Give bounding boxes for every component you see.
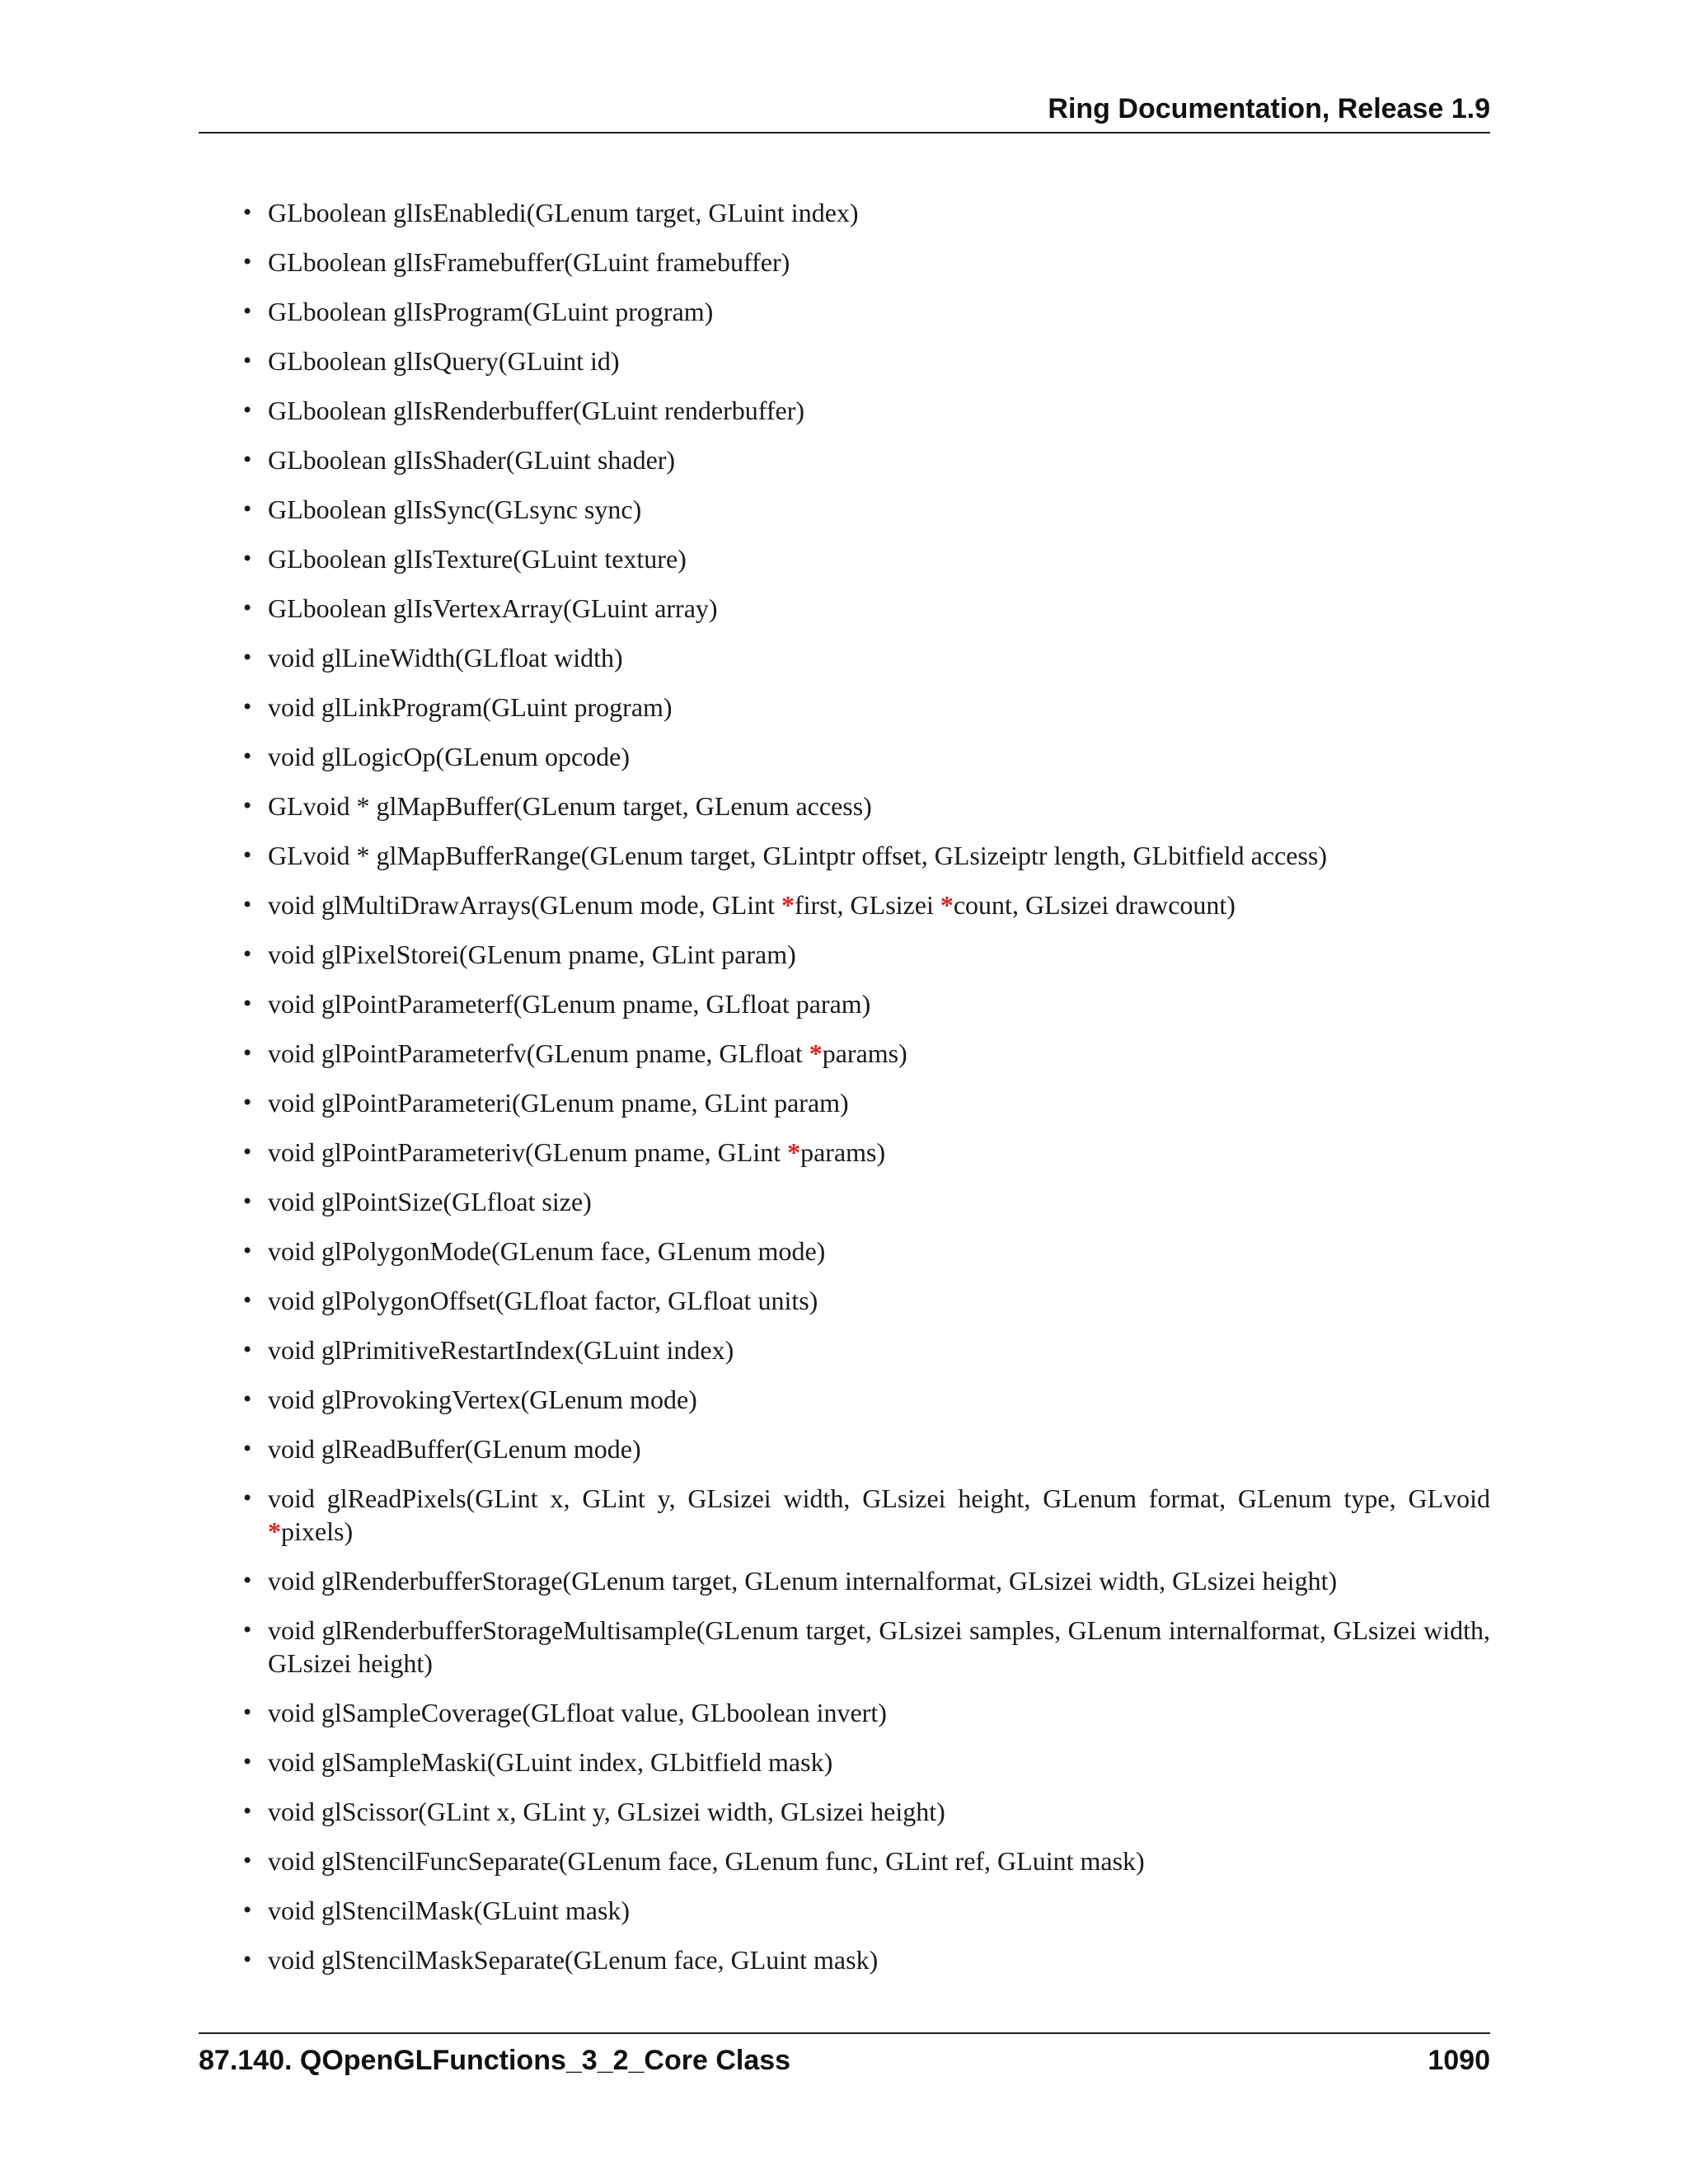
function-signature-text: void glPointParameteriv(GLenum pname, GLint (268, 1137, 788, 1167)
bullet-icon: • (241, 1701, 254, 1724)
function-item (199, 246, 1490, 279)
function-signature-text: void glRenderbufferStorageMultisample(GLenum target, GLsizei samples, GLenum internalformat, GLsizei width, GLsizei height) (268, 1615, 1490, 1678)
function-item (199, 641, 1490, 674)
function-item (199, 1795, 1490, 1828)
function-signature-text: GLboolean glIsFramebuffer(GLuint framebuffer) (268, 247, 790, 277)
function-signature-text: void glPolygonMode(GLenum face, GLenum mode) (268, 1236, 826, 1266)
function-signature-text: GLboolean glIsSync(GLsync sync) (268, 494, 642, 524)
function-signature-text: GLboolean glIsRenderbuffer(GLuint renderbuffer) (268, 396, 805, 425)
bullet-icon: • (241, 992, 254, 1015)
function-item (199, 1894, 1490, 1927)
function-signature-text: void glMultiDrawArrays(GLenum mode, GLint (268, 890, 781, 920)
function-item (199, 740, 1490, 773)
function-signature-text: void glStencilFuncSeparate(GLenum face, GLenum func, GLint ref, GLuint mask) (268, 1846, 1145, 1876)
pointer-asterisk: * (809, 1038, 823, 1068)
function-item (199, 1943, 1490, 1976)
function-item (199, 1564, 1490, 1597)
page-content (199, 196, 1490, 1993)
bullet-icon: • (241, 893, 254, 916)
bullet-icon: • (241, 1569, 254, 1592)
bullet-icon: • (241, 1141, 254, 1164)
bullet-icon: • (241, 1800, 254, 1823)
function-item (199, 1482, 1490, 1548)
function-list (199, 196, 1490, 1976)
function-signature-text: void glSampleMaski(GLuint index, GLbitfield mask) (268, 1747, 833, 1777)
function-signature-text: void glPointSize(GLfloat size) (268, 1187, 592, 1216)
function-signature-text: void glLogicOp(GLenum opcode) (268, 742, 630, 771)
function-signature-text: GLboolean glIsShader(GLuint shader) (268, 445, 676, 475)
bullet-icon: • (241, 399, 254, 422)
bullet-icon: • (241, 1849, 254, 1872)
function-item (199, 295, 1490, 328)
section-title: 87.140. QOpenGLFunctions_3_2_Core Class (199, 2045, 791, 2076)
function-item (199, 938, 1490, 971)
pointer-asterisk: * (268, 1516, 281, 1546)
function-item (199, 1185, 1490, 1218)
function-signature-text: GLboolean glIsQuery(GLuint id) (268, 346, 620, 376)
function-signature-text: void glStencilMaskSeparate(GLenum face, GLuint mask) (268, 1945, 879, 1975)
pointer-asterisk: * (940, 890, 954, 920)
bullet-icon: • (241, 1619, 254, 1642)
function-signature-text: void glStencilMask(GLuint mask) (268, 1896, 631, 1925)
bullet-icon: • (241, 1190, 254, 1213)
bullet-icon: • (241, 1899, 254, 1922)
function-signature-text: void glPointParameterf(GLenum pname, GLfloat param) (268, 989, 871, 1019)
page-header (199, 92, 1490, 134)
function-signature-text: GLvoid * glMapBuffer(GLenum target, GLenum access) (268, 791, 872, 821)
function-item (199, 196, 1490, 229)
page-footer (199, 2032, 1490, 2076)
function-item (199, 1136, 1490, 1169)
document-title: Ring Documentation, Release 1.9 (1048, 93, 1490, 124)
function-item (199, 1614, 1490, 1680)
function-item (199, 1086, 1490, 1119)
function-signature-text: params) (822, 1038, 907, 1068)
function-item (199, 888, 1490, 921)
pointer-asterisk: * (781, 890, 795, 920)
bullet-icon: • (241, 597, 254, 620)
bullet-icon: • (241, 794, 254, 818)
function-signature-text: void glLineWidth(GLfloat width) (268, 643, 623, 673)
bullet-icon: • (241, 201, 254, 224)
function-item (199, 344, 1490, 377)
function-item (199, 1037, 1490, 1070)
bullet-icon: • (241, 300, 254, 323)
function-item (199, 394, 1490, 427)
function-item (199, 1383, 1490, 1416)
function-signature-text: GLboolean glIsProgram(GLuint program) (268, 297, 714, 326)
function-signature-text: void glRenderbufferStorage(GLenum target, GLenum internalformat, GLsizei width, GLsizei height) (268, 1566, 1338, 1596)
bullet-icon: • (241, 646, 254, 669)
function-item (199, 790, 1490, 823)
function-item (199, 443, 1490, 476)
function-signature-text: void glPixelStorei(GLenum pname, GLint param) (268, 940, 796, 969)
bullet-icon: • (241, 1042, 254, 1065)
bullet-icon: • (241, 844, 254, 867)
function-item (199, 592, 1490, 625)
function-signature-text: GLboolean glIsTexture(GLuint texture) (268, 544, 687, 574)
bullet-icon: • (241, 1388, 254, 1411)
function-signature-text: GLboolean glIsVertexArray(GLuint array) (268, 593, 718, 623)
bullet-icon: • (241, 1338, 254, 1361)
bullet-icon: • (241, 696, 254, 719)
bullet-icon: • (241, 349, 254, 373)
function-item (199, 987, 1490, 1020)
function-signature-text: first, GLsizei (795, 890, 940, 920)
function-signature-text: void glReadBuffer(GLenum mode) (268, 1434, 641, 1464)
function-signature-text: params) (800, 1137, 886, 1167)
bullet-icon: • (241, 745, 254, 768)
function-item (199, 1844, 1490, 1877)
bullet-icon: • (241, 1948, 254, 1971)
function-signature-text: pixels) (281, 1516, 354, 1546)
bullet-icon: • (241, 1289, 254, 1312)
bullet-icon: • (241, 1437, 254, 1460)
bullet-icon: • (241, 251, 254, 274)
function-item (199, 691, 1490, 724)
function-signature-text: void glProvokingVertex(GLenum mode) (268, 1385, 697, 1414)
function-signature-text: count, GLsizei drawcount) (953, 890, 1236, 920)
function-item (199, 1432, 1490, 1465)
function-signature-text: void glScissor(GLint x, GLint y, GLsizei width, GLsizei height) (268, 1797, 945, 1826)
pointer-asterisk: * (787, 1137, 801, 1167)
function-signature-text: void glLinkProgram(GLuint program) (268, 692, 673, 722)
function-signature-text: void glPointParameterfv(GLenum pname, GLfloat (268, 1038, 809, 1068)
bullet-icon: • (241, 1750, 254, 1774)
bullet-icon: • (241, 498, 254, 521)
function-item (199, 542, 1490, 575)
function-signature-text: GLboolean glIsEnabledi(GLenum target, GLuint index) (268, 198, 859, 227)
function-item (199, 1746, 1490, 1779)
bullet-icon: • (241, 547, 254, 570)
function-item (199, 1333, 1490, 1366)
function-item (199, 1284, 1490, 1317)
function-signature-text: void glReadPixels(GLint x, GLint y, GLsizei width, GLsizei height, GLenum format, GLenum type, GLvoid (268, 1483, 1490, 1513)
function-signature-text: GLvoid * glMapBufferRange(GLenum target, GLintptr offset, GLsizeiptr length, GLbitfield access) (268, 841, 1327, 870)
bullet-icon: • (241, 448, 254, 471)
bullet-icon: • (241, 1487, 254, 1510)
function-signature-text: void glPolygonOffset(GLfloat factor, GLfloat units) (268, 1286, 818, 1315)
function-signature-text: void glSampleCoverage(GLfloat value, GLboolean invert) (268, 1698, 887, 1727)
function-signature-text: void glPrimitiveRestartIndex(GLuint index) (268, 1335, 734, 1365)
function-item (199, 493, 1490, 526)
bullet-icon: • (241, 1240, 254, 1263)
bullet-icon: • (241, 1091, 254, 1114)
bullet-icon: • (241, 943, 254, 966)
function-item (199, 1235, 1490, 1268)
function-item (199, 839, 1490, 872)
page-number: 1090 (1428, 2045, 1490, 2076)
function-item (199, 1696, 1490, 1729)
function-signature-text: void glPointParameteri(GLenum pname, GLint param) (268, 1088, 849, 1118)
